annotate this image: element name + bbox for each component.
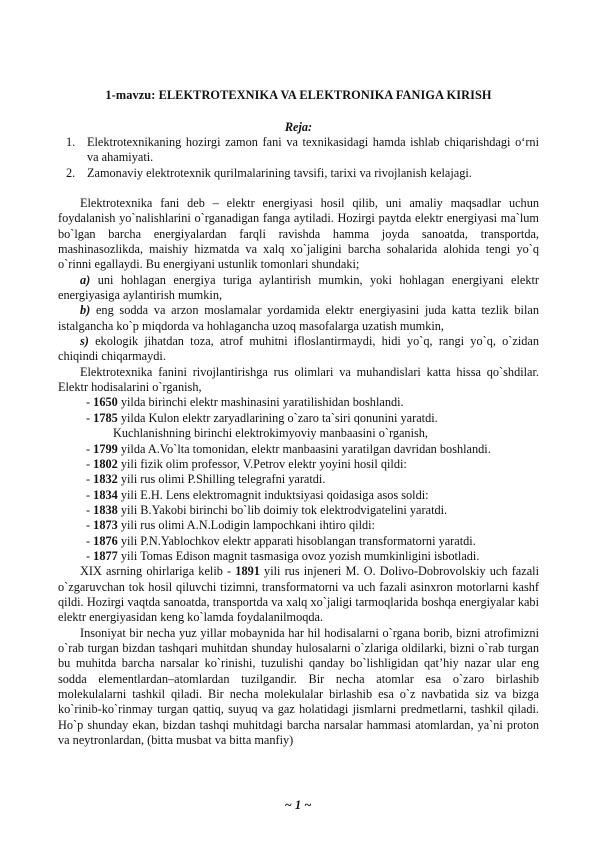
plan-item xyxy=(58,135,539,166)
history-item xyxy=(58,503,539,518)
history-item xyxy=(58,395,539,410)
history-item xyxy=(58,457,539,472)
history-dash: - xyxy=(86,472,94,487)
history-text: yili fizik olim professor, V.Petrov elektr yoyini hosil qildi: xyxy=(117,456,407,471)
paragraph-text: yili rus injeneri M. O. Dolivo-Dobrovolskiy uch fazali o`zgaruvchan tok hosil qiluvchi tizimni, transformatorni va uch fazali asinxron motorlarni kashf qildi. Hozirgi vaqtda sanoatda, transportda va xalq xo`jaligi tarmoqlarida boshqa energiyalar kabi elektr energiyasidan keng ko`lamda foydalanilmoqda. xyxy=(58,564,539,625)
history-text: yili Tomas Edison magnit tasmasiga ovoz yozish mumkinligini isbotladi. xyxy=(117,548,480,563)
history-text: yilda birinchi elektr mashinasini yaratilishidan boshlandi. xyxy=(117,395,404,410)
history-item xyxy=(58,518,539,533)
paragraph-advantage-s xyxy=(58,334,539,365)
history-text: Kuchlanishning birinchi elektrokimyoviy manbaasini o`rganish, xyxy=(113,426,428,441)
history-item xyxy=(58,472,539,487)
history-year: 1873 xyxy=(93,518,118,533)
history-dash: - xyxy=(86,502,94,517)
plan-list xyxy=(58,135,539,181)
history-item xyxy=(58,426,539,441)
plan-item-text: Elektrotexnikaning hozirgi zamon fani va texnikasidagi hamda ishlab chiqarishdagi o‘rni va ahamiyati. xyxy=(87,135,539,165)
history-item xyxy=(58,488,539,503)
history-dash: - xyxy=(86,548,94,563)
history-text: yili rus olimi P.Shilling telegrafni yaratdi. xyxy=(117,472,326,487)
history-year: 1650 xyxy=(93,395,118,410)
history-year: 1799 xyxy=(93,441,118,456)
plan-item-text: Zamonaviy elektrotexnik qurilmalarining tavsifi, tarixi va rivojlanish kelajagi. xyxy=(87,165,472,180)
history-item xyxy=(58,442,539,457)
history-year: 1891 xyxy=(235,564,260,579)
document-body xyxy=(58,196,539,748)
item-text: ekologik jihatdan toza, atrof muhitni ifloslantirmaydi, hidi yo`q, rangi yo`q, o`zidan chiqindi chiqarmaydi. xyxy=(58,334,539,364)
history-year: 1785 xyxy=(93,410,118,425)
history-dash: - xyxy=(86,487,94,502)
plan-item-number: 1. xyxy=(66,135,76,149)
history-item xyxy=(58,534,539,549)
history-year: 1838 xyxy=(93,502,118,517)
history-dash: - xyxy=(86,410,94,425)
history-item xyxy=(58,549,539,564)
history-year: 1877 xyxy=(93,548,118,563)
history-item xyxy=(58,411,539,426)
item-text: eng sodda va arzon moslamalar yordamida elektr energiyasini juda katta tezlik bilan istalgancha ko`p miqdorda va hohlagancha uzoq masofalarga uzatish mumkin, xyxy=(58,303,539,333)
plan-item xyxy=(58,166,539,181)
history-dash: - xyxy=(86,395,94,410)
paragraph-atoms: Insoniyat bir necha yuz yillar mobaynida har hil hodisalarni o`rgana borib, bizni atrofimizni o`rab turgan bizdan tashqari muhitdan shunday hulosalarni o`zlariga oldilarki, bizni o`rab turgan bu muhitda barcha narsalar ko`rinishi, tuzulishi qanday bo`lishligidan qat’hiy nazar ular eng sodda elementlardan–atomlardan tuzilgandir. Bir necha atomlar esa o`zaro birlashib molekulalarni tashkil qiladi. Bir necha molekulalar birlashib esa o`z navbatida siz va bizga ko`rinib-ko`rinmay turgan qattiq, suyuq va gaz holatidagi jismlarni predmetlarni, tashkil qiladi. Ho`p shunday ekan, bizdan tashqi muhitdagi barcha narsalar hammasi atomlardan, ya`ni proton va neytronlardan, (bitta musbat va bitta manfiy) xyxy=(58,625,539,748)
item-text: uni hohlagan energiya turiga aylantirish mumkin, yoki hohlagan energiyani elektr energiyasiga aylantirish mumkin, xyxy=(58,272,539,303)
page-title: 1-mavzu: ELEKTROTEXNIKA VA ELEKTRONIKA FANIGA KIRISH xyxy=(105,88,492,102)
history-text: yili rus olimi A.N.Lodigin lampochkani ihtiro qildi: xyxy=(117,518,375,533)
paragraph-advantage-b xyxy=(58,303,539,334)
item-label: b) xyxy=(80,303,91,318)
history-text: yilda Kulon elektr zaryadlarining o`zaro ta`siri qonunini yaratdi. xyxy=(117,410,438,425)
paragraph-advantage-a xyxy=(58,273,539,304)
history-list xyxy=(58,395,539,564)
paragraph-text: XIX asrning ohirlariga kelib - xyxy=(80,564,236,579)
history-dash: - xyxy=(86,456,94,471)
history-text: yili P.N.Yablochkov elektr apparati hisoblangan transformatorni yaratdi. xyxy=(117,533,476,548)
history-dash: - xyxy=(86,533,94,548)
history-text: yili B.Yakobi birinchi bo`lib doimiy tok elektrodvigatelini yaratdi. xyxy=(117,502,448,517)
history-text: yili E.H. Lens elektromagnit induktsiyasi qoidasiga asos soldi: xyxy=(117,487,429,502)
item-label: a) xyxy=(80,272,91,287)
history-dash: - xyxy=(86,518,94,533)
history-dash: - xyxy=(86,441,94,456)
paragraph-history-intro: Elektrotexnika fanini rivojlantirishga rus olimlari va muhandislari katta hissa qo`shdilar. Elektr hodisalarini o`rganish, xyxy=(58,364,539,395)
history-text: yilda A.Vo`lta tomonidan, elektr manbaasini yaratilgan davridan boshlandi. xyxy=(117,441,491,456)
item-label: s) xyxy=(80,334,89,349)
history-year: 1802 xyxy=(93,456,118,471)
paragraph-definition: Elektrotexnika fani deb – elektr energiyasi hosil qilib, uni amaliy maqsadlar uchun foydalanish yo`nalishlarini o`rganadigan fanga aytiladi. Hozirgi paytda elektr energiyasi ma`lum bo`lgan barcha energiyalardan farqli ravishda hamma joyda sanoatda, transportda, mashinasozlikda, maishiy hizmatda va xalq xo`jaligini barcha sohalarida alohida tengi yo`q o`rinni egallaydi. Bu energiyani ustunlik tomonlari shundaki; xyxy=(58,196,539,272)
history-year: 1876 xyxy=(93,533,118,548)
page-number: ~ 1 ~ xyxy=(284,798,312,812)
history-year: 1832 xyxy=(93,472,118,487)
history-year: 1834 xyxy=(93,487,118,502)
plan-item-number: 2. xyxy=(66,165,76,180)
paragraph-three-phase xyxy=(58,564,539,625)
plan-heading: Reja: xyxy=(284,120,313,134)
